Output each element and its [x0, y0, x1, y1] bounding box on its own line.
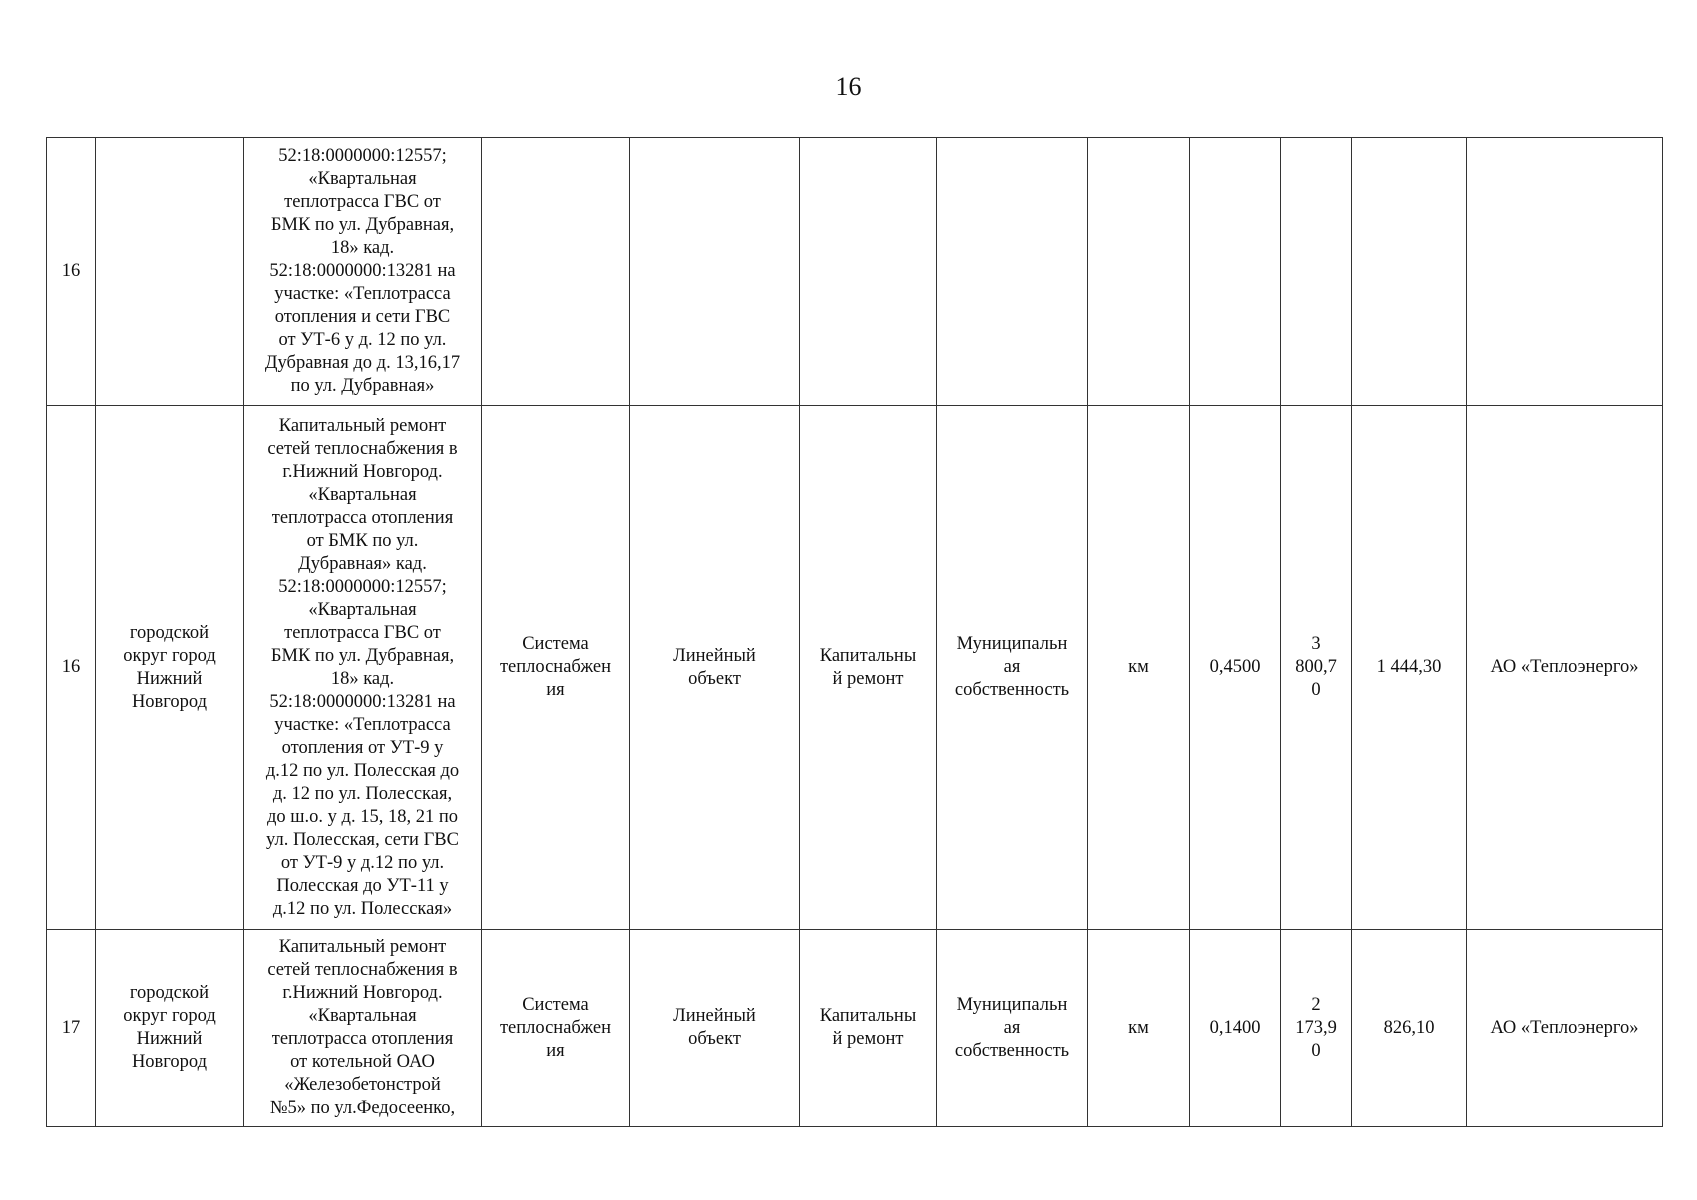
cost-b-cell: 1 444,30	[1352, 406, 1467, 930]
works-table	[46, 137, 1663, 1127]
quantity-cell: 0,4500	[1190, 406, 1281, 930]
row-number-cell: 17	[47, 930, 96, 1127]
row-number-cell: 16	[47, 406, 96, 930]
unit-cell	[1088, 138, 1190, 406]
cost-b-cell	[1352, 138, 1467, 406]
object-type-cell	[630, 138, 800, 406]
cost-a-cell: 3 800,7 0	[1281, 406, 1352, 930]
organization-cell	[1467, 138, 1663, 406]
cost-a-cell	[1281, 138, 1352, 406]
cost-b-cell: 826,10	[1352, 930, 1467, 1127]
organization-cell: АО «Теплоэнерго»	[1467, 406, 1663, 930]
territory-cell	[96, 138, 244, 406]
page-number: 16	[835, 72, 862, 101]
territory-cell: городской округ город Нижний Новгород	[96, 406, 244, 930]
quantity-cell: 0,1400	[1190, 930, 1281, 1127]
work-type-cell	[800, 138, 937, 406]
organization-cell: АО «Теплоэнерго»	[1467, 930, 1663, 1127]
object-type-cell: Линейный объект	[630, 406, 800, 930]
table-row	[47, 138, 1663, 406]
ownership-cell	[937, 138, 1088, 406]
ownership-cell: Муниципальн ая собственность	[937, 406, 1088, 930]
territory-cell: городской округ город Нижний Новгород	[96, 930, 244, 1127]
system-cell: Система теплоснабжен ия	[482, 406, 630, 930]
description-cell: Капитальный ремонт сетей теплоснабжения в г.Нижний Новгород. «Квартальная теплотрасса отопления от котельной ОАО «Железобетонстрой №5» по ул.Федосеенко,	[244, 930, 482, 1127]
quantity-cell	[1190, 138, 1281, 406]
system-cell	[482, 138, 630, 406]
row-number-cell: 16	[47, 138, 96, 406]
unit-cell: км	[1088, 406, 1190, 930]
table-row	[47, 930, 1663, 1127]
system-cell: Система теплоснабжен ия	[482, 930, 630, 1127]
work-type-cell: Капитальны й ремонт	[800, 406, 937, 930]
description-cell: 52:18:0000000:12557; «Квартальная теплотрасса ГВС от БМК по ул. Дубравная, 18» кад. 52:18:0000000:13281 на участке: «Теплотрасса отопления и сети ГВС от УТ-6 у д. 12 по ул. Дубравная до д. 13,16,17 по ул. Дубравная»	[244, 138, 482, 406]
table-row	[47, 406, 1663, 930]
ownership-cell: Муниципальн ая собственность	[937, 930, 1088, 1127]
unit-cell: км	[1088, 930, 1190, 1127]
object-type-cell: Линейный объект	[630, 930, 800, 1127]
cost-a-cell: 2 173,9 0	[1281, 930, 1352, 1127]
work-type-cell: Капитальны й ремонт	[800, 930, 937, 1127]
description-cell: Капитальный ремонт сетей теплоснабжения в г.Нижний Новгород. «Квартальная теплотрасса отопления от БМК по ул. Дубравная» кад. 52:18:0000000:12557; «Квартальная теплотрасса ГВС от БМК по ул. Дубравная, 18» кад. 52:18:0000000:13281 на участке: «Теплотрасса отопления от УТ-9 у д.12 по ул. Полесская до д. 12 по ул. Полесская, до ш.о. у д. 15, 18, 21 по ул. Полесская, сети ГВС от УТ-9 у д.12 по ул. Полесская до УТ-11 у д.12 по ул. Полесская»	[244, 406, 482, 930]
